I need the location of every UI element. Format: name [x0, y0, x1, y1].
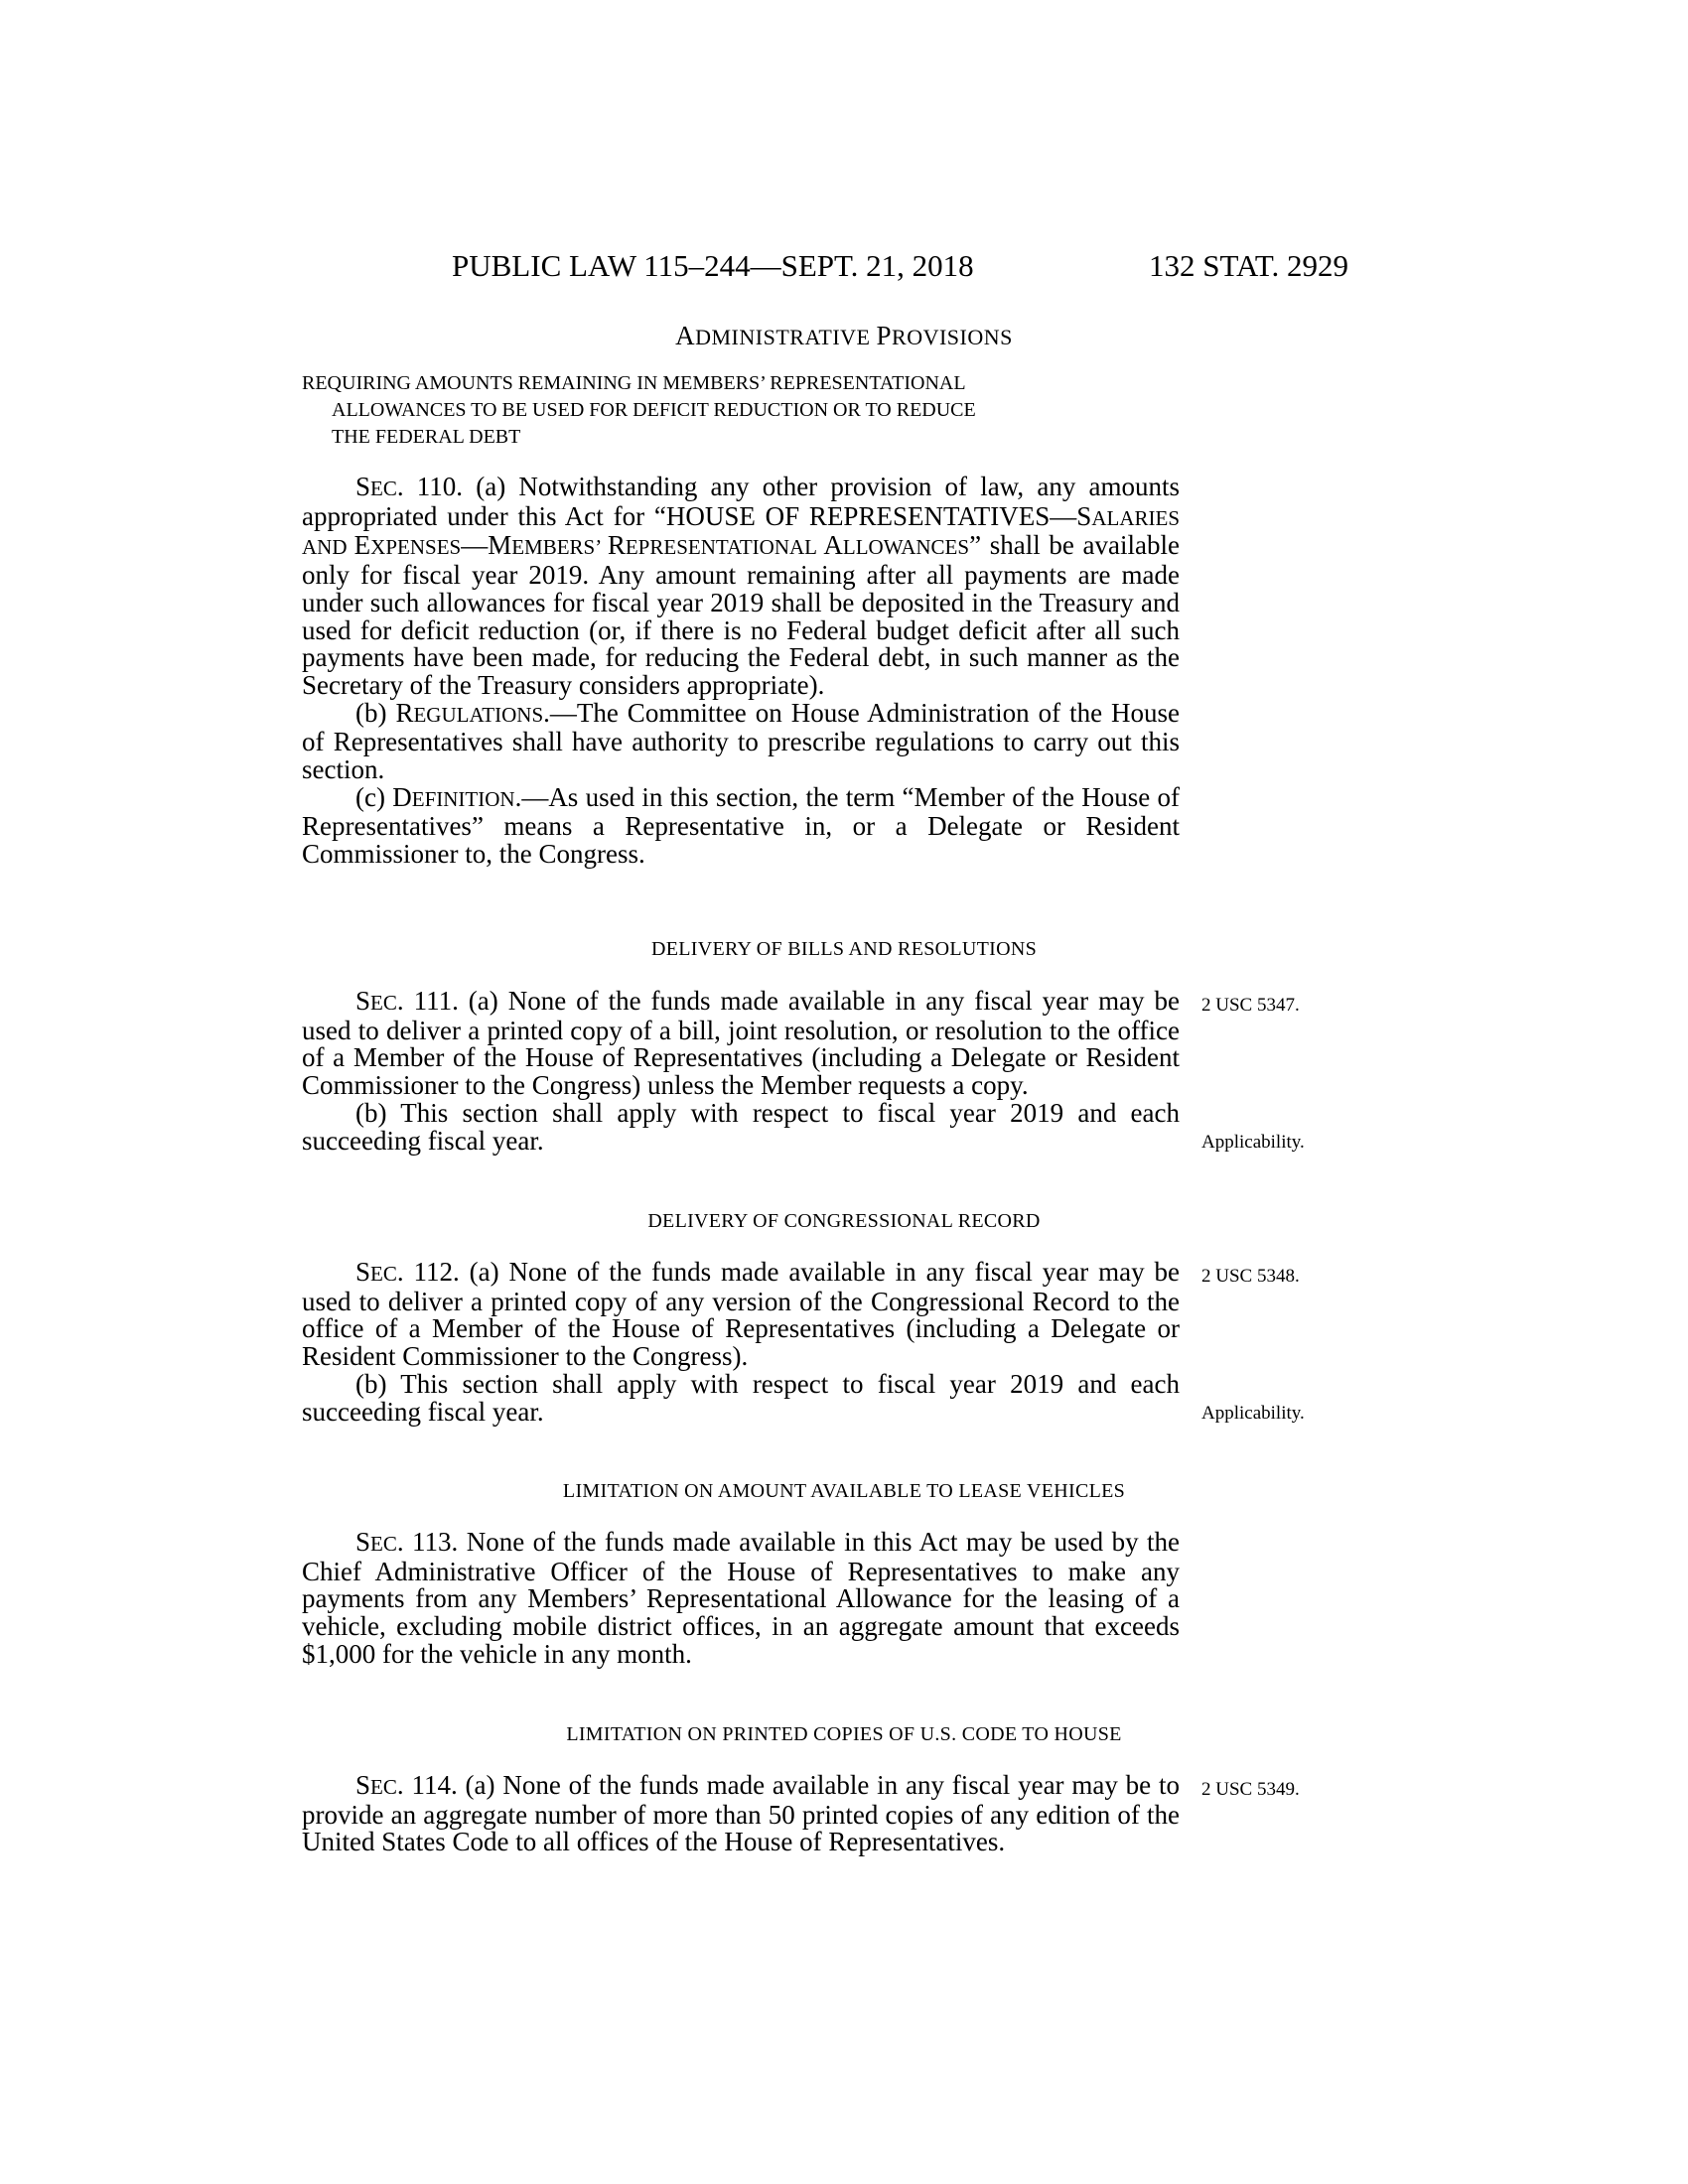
sec113-paragraph [302, 1529, 1180, 1669]
smallcap-rest: EPRESENTATIONAL [625, 535, 824, 560]
smallcap-rest: XPENSES [370, 535, 462, 560]
sec111-subsection-a [302, 988, 1180, 1100]
sec-label-rest: EC [370, 1775, 397, 1799]
margin-note-applicability: Applicability. [1201, 1132, 1305, 1153]
smallcap-initial: M [488, 530, 512, 561]
smallcap-initial: S [1076, 500, 1092, 531]
sec110-subsection-a [302, 474, 1180, 700]
smallcap-initial: R [395, 697, 414, 728]
sec114-subsection-a [302, 1772, 1180, 1856]
sec113-text: . 113. None of the funds made available in this Act may be used by the Chief Administrative Officer of the House of Representatives to make any payments from any Members’ Representational Allowance for the leasing of a vehicle, excluding mobile district offices, in an aggregate amount that exceeds $1,000 for the vehicle in any month. [302, 1527, 1180, 1669]
sec110-a-text-2: ” shall be available only for fiscal year 2019. Any amount remaining after all payments are made under such allowances for fiscal year 2019 shall be deposited in the Treasury and used for deficit reduction (or, if there is no Federal budget deficit after all such payments have been made, for reducing the Federal debt, in such manner as the Secretary of the Treasury considers appropriate). [302, 530, 1180, 700]
sec110-body [302, 474, 1180, 869]
sec112-subsection-b: (b) This section shall apply with respect to fiscal year 2019 and each succeeding fiscal year. [302, 1368, 1180, 1427]
sec110-subsection-c [302, 781, 1181, 870]
sec-label-initial: S [355, 1257, 371, 1287]
margin-note-usc: 2 USC 5348. [1201, 1266, 1300, 1287]
em-dash: — [461, 530, 489, 561]
subsection-lead: (b) [355, 697, 396, 728]
smallcap-rest: ALARIES AND [302, 505, 1180, 560]
sec113-heading: LIMITATION ON AMOUNT AVAILABLE TO LEASE VEHICLES [562, 1480, 1126, 1502]
sec110-subsection-b [302, 697, 1181, 785]
sec113-body [302, 1529, 1180, 1669]
sec110-heading [302, 370, 1180, 451]
running-header-title: PUBLIC LAW 115–244—SEPT. 21, 2018 [452, 248, 974, 283]
sec-label-initial: S [355, 1527, 371, 1557]
sec110-a-text-1: . 110. (a) Notwithstanding any other provision of law, any amounts appropriated under this Act for “HOUSE OF REPRESENTATIVES— [302, 472, 1180, 531]
sec112-subsection-a [302, 1259, 1180, 1371]
sec110-heading-line: ALLOWANCES TO BE USED FOR DEFICIT REDUCTION OR TO REDUCE [332, 399, 976, 421]
sec-label-initial: S [355, 472, 371, 501]
subsection-lead: (c) [355, 781, 393, 812]
sec110-heading-line: THE FEDERAL DEBT [332, 426, 521, 448]
sec112-heading: DELIVERY OF CONGRESSIONAL RECORD [647, 1210, 1041, 1232]
sec114-body [302, 1772, 1180, 1856]
sec-label-rest: EC [370, 1532, 397, 1556]
sec-label-initial: S [355, 986, 371, 1016]
margin-note-usc: 2 USC 5349. [1201, 1779, 1300, 1800]
sec110-heading-line: REQUIRING AMOUNTS REMAINING IN MEMBERS’ REPRESENTATIONAL [302, 372, 966, 394]
sec-label-rest: EC [370, 477, 397, 500]
administrative-provisions-heading [0, 321, 1688, 351]
smallcap-rest: EGULATIONS [413, 702, 544, 727]
sec114-a-text: . 114. (a) None of the funds made available in any fiscal year may be to provide an aggregate number of more than 50 printed copies of any edition of the United States Code to all offices of the House of Representatives. [302, 1770, 1180, 1857]
smallcap-initial: R [607, 530, 626, 561]
sec111-subsection-b: (b) This section shall apply with respect to fiscal year 2019 and each succeeding fiscal year. [302, 1097, 1180, 1156]
sec111-body [302, 988, 1180, 1155]
sec111-heading: DELIVERY OF BILLS AND RESOLUTIONS [650, 938, 1038, 960]
admin-word-1: DMINISTRATIVE [695, 325, 871, 349]
admin-initial-1: A [675, 321, 696, 350]
sec-label-rest: EC [370, 1262, 397, 1286]
sec-label-rest: EC [370, 991, 397, 1015]
smallcap-rest: LLOWANCES [842, 535, 970, 560]
page-number: 132 STAT. 2929 [1149, 248, 1349, 283]
margin-note-applicability: Applicability. [1201, 1403, 1305, 1424]
sec110-c-text: .—As used in this section, the term “Member of the House of Representatives” means a Representative in, or a Delegate or Resident Commissioner to, the Congress. [302, 781, 1181, 870]
smallcap-initial: E [353, 530, 371, 561]
sec114-heading: LIMITATION ON PRINTED COPIES OF U.S. CODE TO HOUSE [566, 1723, 1122, 1745]
smallcap-rest: EFINITION [411, 786, 515, 811]
sec110-b-text: .—The Committee on House Administration of the House of Representatives shall have authority to prescribe regulations to carry out this section. [302, 697, 1181, 785]
admin-initial-2: P [876, 321, 893, 350]
sec112-a-text: . 112. (a) None of the funds made available in any fiscal year may be used to deliver a printed copy of any version of the Congressional Record to the office of a Member of the House of Representatives (including a Delegate or Resident Commissioner to the Congress). [302, 1257, 1180, 1372]
sec112-body [302, 1259, 1180, 1426]
sec111-a-text: . 111. (a) None of the funds made available in any fiscal year may be used to deliver a printed copy of a bill, joint resolution, or resolution to the office of a Member of the House of Representatives (including a Delegate or Resident Commissioner to the Congress) unless the Member requests a copy. [302, 986, 1180, 1101]
admin-word-2: ROVISIONS [892, 325, 1013, 349]
sec-label-initial: S [355, 1770, 371, 1800]
smallcap-initial: D [392, 781, 412, 812]
smallcap-initial: A [823, 530, 843, 561]
smallcap-rest: EMBERS’ [511, 535, 608, 560]
margin-note-usc: 2 USC 5347. [1201, 995, 1300, 1016]
